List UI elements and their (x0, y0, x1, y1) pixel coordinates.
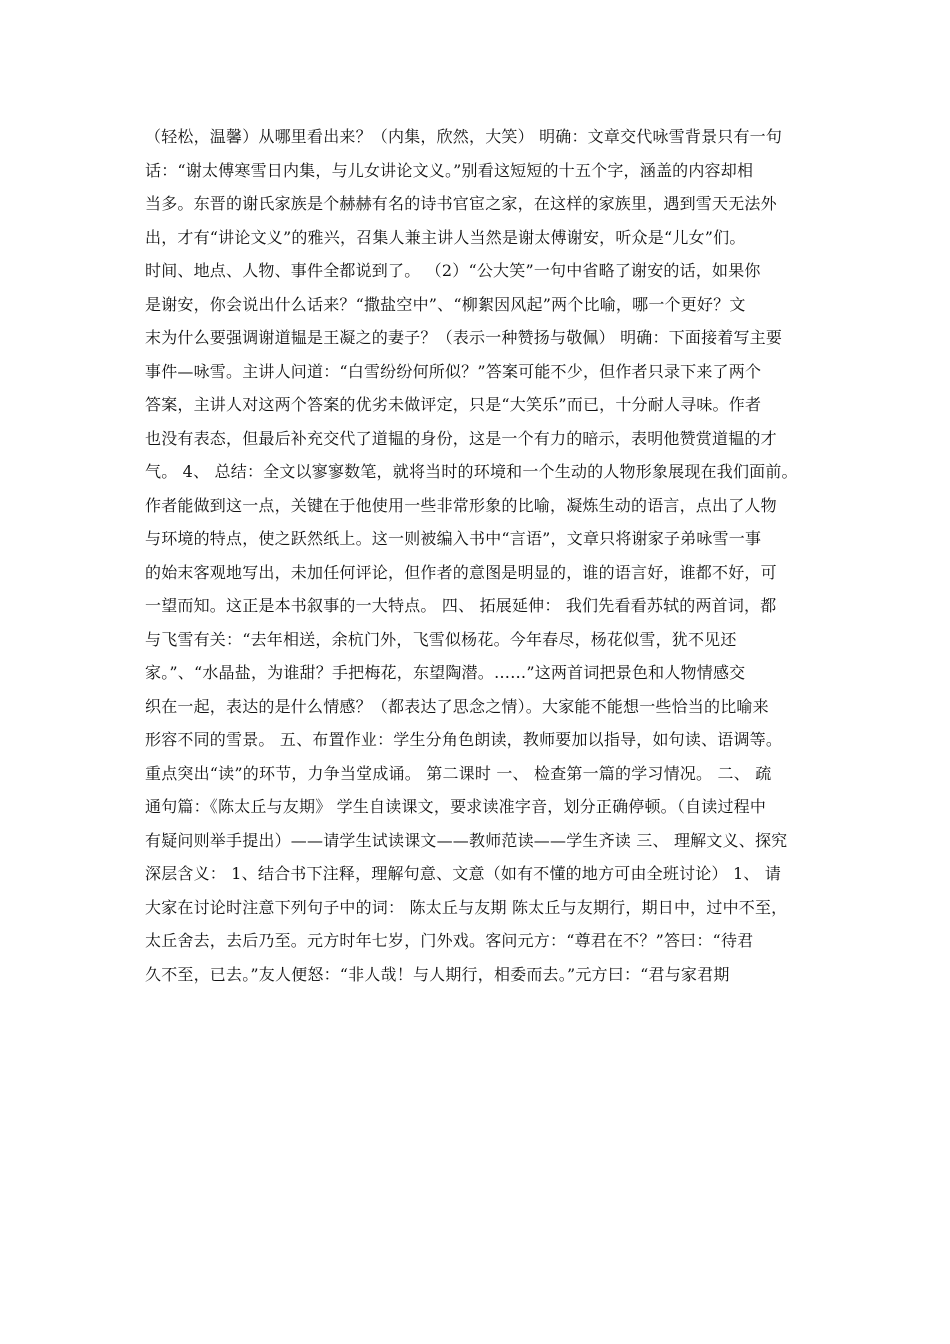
text-line: 答案，主讲人对这两个答案的优劣未做评定，只是“大笑乐”而已，十分耐人寻味。作者 (145, 395, 762, 414)
text-line: 的始末客观地写出，未加任何评论，但作者的意图是明显的，谁的语言好，谁都不好，可 (145, 562, 777, 582)
body-text (145, 120, 810, 991)
text-line: 家。”、“水晶盐，为谁甜？手把梅花，东望陶潜。……”这两首词把景色和人物情感交 (145, 663, 746, 682)
text-line: 话：“谢太傅寒雪日内集，与儿女讲论文义。”别看这短短的十五个字，涵盖的内容却相 (145, 160, 754, 180)
text-line: 久不至，已去。”友人便怒：“非人哉！与人期行，相委而去。”元方曰：“君与家君期 (145, 964, 730, 984)
text-line: 当多。东晋的谢氏家族是个赫赫有名的诗书官宦之家，在这样的家族里，遇到雪天无法外 (145, 194, 777, 213)
text-line: 太丘舍去，去后乃至。元方时年七岁，门外戏。客问元方：“尊君在不？”答曰：“待君 (145, 931, 754, 950)
text-line: 气。 4、 总结：全文以寥寥数笔，就将当时的环境和一个生动的人物形象展现在我们面前。 (145, 462, 798, 481)
text-line: 重点突出“读”的环节，力争当堂成诵。 第二课时 一、 检查第一篇的学习情况。 二、 疏 (145, 763, 772, 783)
text-line: 一望而知。这正是本书叙事的一大特点。 四、 拓展延伸： 我们先看看苏轼的两首词，都 (145, 596, 777, 615)
text-line: 通句篇：《陈太丘与友期》 学生自读课文，要求读准字音，划分正确停顿。（自读过程中 (145, 797, 767, 816)
text-line: （轻松，温馨）从哪里看出来？（内集，欣然，大笑） 明确：文章交代咏雪背景只有一句 (145, 127, 783, 146)
text-line: 形容不同的雪景。 五、布置作业：学生分角色朗读，教师要加以指导，如句读、语调等。 (145, 730, 783, 749)
text-line: 与环境的特点，使之跃然纸上。这一则被编入书中“言语”，文章只将谢家子弟咏雪一事 (145, 529, 762, 548)
text-line: 大家在讨论时注意下列句子中的词： 陈太丘与友期 陈太丘与友期行，期日中，过中不至， (145, 897, 788, 917)
text-line: 是谢安，你会说出什么话来？“撒盐空中”、“柳絮因风起”两个比喻，哪一个更好？文 (145, 294, 746, 314)
text-line: 事件—咏雪。主讲人问道：“白雪纷纷何所似？”答案可能不少，但作者只录下来了两个 (145, 361, 762, 381)
text-line: 作者能做到这一点，关键在于他使用一些非常形象的比喻，凝炼生动的语言，点出了人物 (145, 495, 777, 515)
text-line: 也没有表态，但最后补充交代了道韫的身份，这是一个有力的暗示，表明他赞赏道韫的才 (145, 428, 777, 448)
text-line: 出，才有“讲论文义”的雅兴，召集人兼主讲人当然是谢太傅谢安，听众是“儿女”们。 (145, 227, 746, 247)
text-line: 与飞雪有关：“去年相送，余杭门外，飞雪似杨花。今年春尽，杨花似雪，犹不见还 (145, 629, 737, 649)
text-line: 有疑问则举手提出）——请学生试读课文——教师范读——学生齐读 三、 理解文义、探究 (145, 830, 788, 850)
text-line: 末为什么要强调谢道韫是王凝之的妻子？（表示一种赞扬与敬佩） 明确：下面接着写主要 (145, 328, 783, 347)
text-line: 深层含义： 1、结合书下注释，理解句意、文意（如有不懂的地方可由全班讨论） 1、 请 (145, 864, 782, 883)
text-line: 织在一起，表达的是什么情感？（都表达了思念之情）。大家能不能想一些恰当的比喻来 (145, 696, 769, 716)
text-line: 时间、地点、人物、事件全都说到了。 （2）“公大笑”一句中省略了谢安的话，如果你 (145, 261, 761, 280)
